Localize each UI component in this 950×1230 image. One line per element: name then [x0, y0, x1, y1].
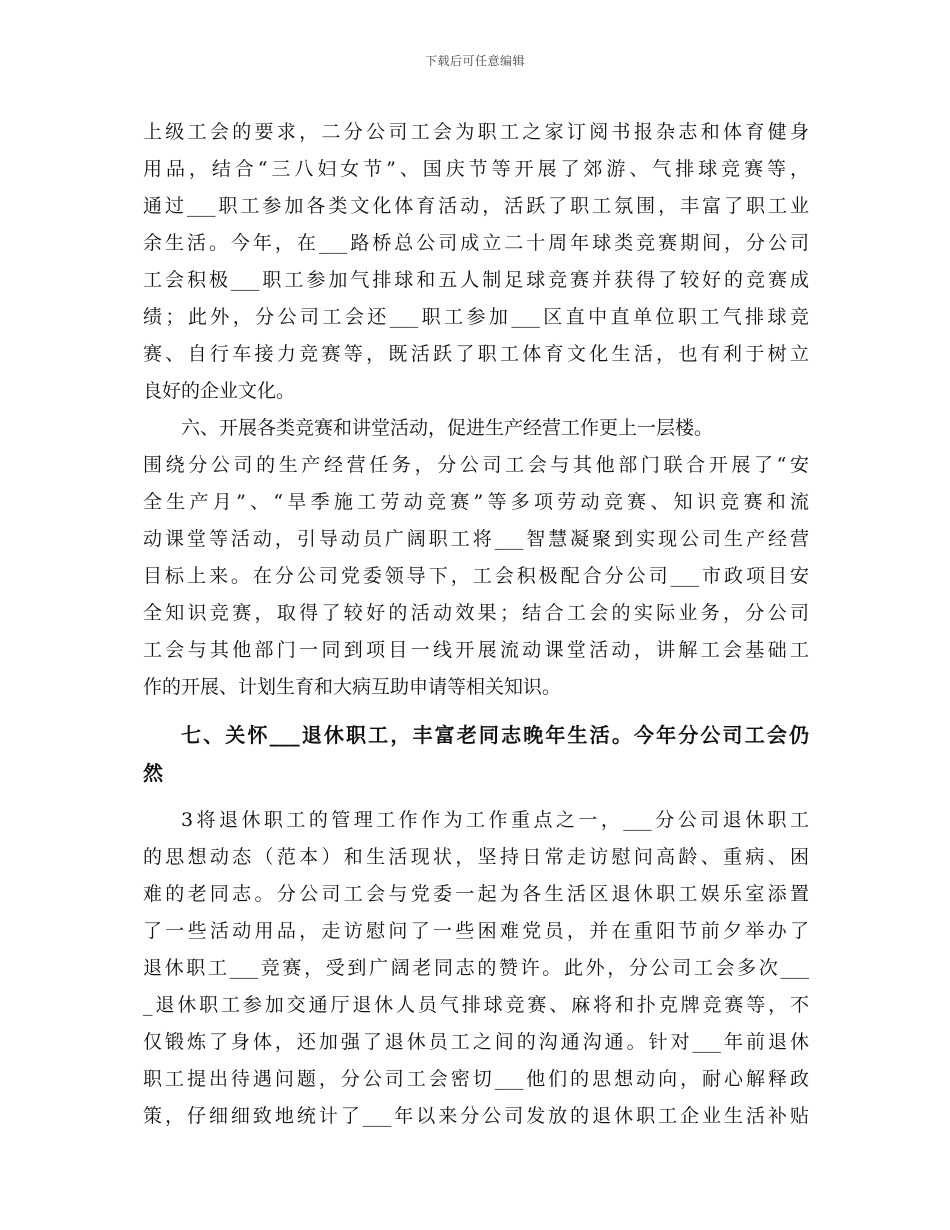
- section-seven-heading: [143, 716, 809, 792]
- paragraph-2: [143, 410, 809, 706]
- document-body: [143, 114, 809, 1135]
- text-line: 退休职工___竞赛，受到广阔老同志的赞许。此外，分公司工会多次___: [143, 957, 809, 979]
- text-line: 动课堂等活动，引导动员广阔职工将___智慧凝聚到实现公司生产经营: [143, 528, 809, 550]
- text-line: 围绕分公司的生产经营任务，分公司工会与其他部门联合开展了“安: [143, 454, 809, 476]
- paragraph-1: [143, 114, 809, 410]
- text-line: 用品，结合“三八妇女节”、国庆节等开展了郊游、气排球竞赛等，: [143, 158, 809, 180]
- text-line: 全生产月”、“旱季施工劳动竞赛”等多项劳动竞赛、知识竞赛和流: [143, 491, 809, 513]
- text-line: 工会与其他部门一同到项目一线开展流动课堂活动，讲解工会基础工: [143, 639, 809, 661]
- text-line: 通过___职工参加各类文化体育活动，活跃了职工氛围，丰富了职工业: [143, 195, 809, 217]
- text-line: 策，仔细细致地统计了___年以来分公司发放的退休职工企业生活补贴: [143, 1105, 809, 1127]
- text-line: 工会积极___职工参加气排球和五人制足球竞赛并获得了较好的竞赛成: [143, 269, 809, 291]
- text-line: 难的老同志。分公司工会与党委一起为各生活区退休职工娱乐室添置: [143, 883, 809, 905]
- text-line: 绩；此外，分公司工会还___职工参加___区直中直单位职工气排球竞: [143, 306, 809, 328]
- text-line: 余生活。今年，在___路桥总公司成立二十周年球类竞赛期间，分公司: [143, 232, 809, 254]
- paragraph-3: [143, 802, 809, 1135]
- heading-line: 七、关怀___退休职工，丰富老同志晚年生活。今年分公司工会仍: [181, 723, 809, 747]
- text-line: 职工提出待遇问题，分公司工会密切___他们的思想动向，耐心解释政: [143, 1068, 809, 1090]
- heading-line: 然: [143, 761, 163, 785]
- text-line: _退休职工参加交通厅退休人员气排球竞赛、麻将和扑克牌竞赛等，不: [143, 994, 809, 1016]
- page-header-note: 下载后可任意编辑: [424, 54, 525, 68]
- text-line: 了一些活动用品，走访慰问了一些困难党员，并在重阳节前夕举办了: [143, 920, 809, 942]
- text-line: 良好的企业文化。: [143, 380, 296, 402]
- text-line: 仅锻炼了身体，还加强了退休员工之间的沟通沟通。针对___年前退休: [143, 1031, 809, 1053]
- text-line: 3将退休职工的管理工作作为工作重点之一，___分公司退休职工: [181, 809, 809, 831]
- text-line: 的思想动态（范本）和生活现状，坚持日常走访慰问高龄、重病、困: [143, 846, 809, 868]
- text-line: 目标上来。在分公司党委领导下，工会积极配合分公司___市政项目安: [143, 565, 809, 587]
- spacer: [143, 792, 809, 802]
- text-line: 赛、自行车接力竞赛等，既活跃了职工体育文化生活，也有利于树立: [143, 343, 809, 365]
- spacer: [143, 706, 809, 716]
- text-line: 作的开展、计划生育和大病互助申请等相关知识。: [143, 676, 562, 698]
- text-line: 上级工会的要求，二分公司工会为职工之家订阅书报杂志和体育健身: [143, 121, 809, 143]
- text-line: 全知识竞赛，取得了较好的活动效果；结合工会的实际业务，分公司: [143, 602, 809, 624]
- section-six-title: 六、开展各类竞赛和讲堂活动，促进生产经营工作更上一层楼。: [181, 417, 714, 439]
